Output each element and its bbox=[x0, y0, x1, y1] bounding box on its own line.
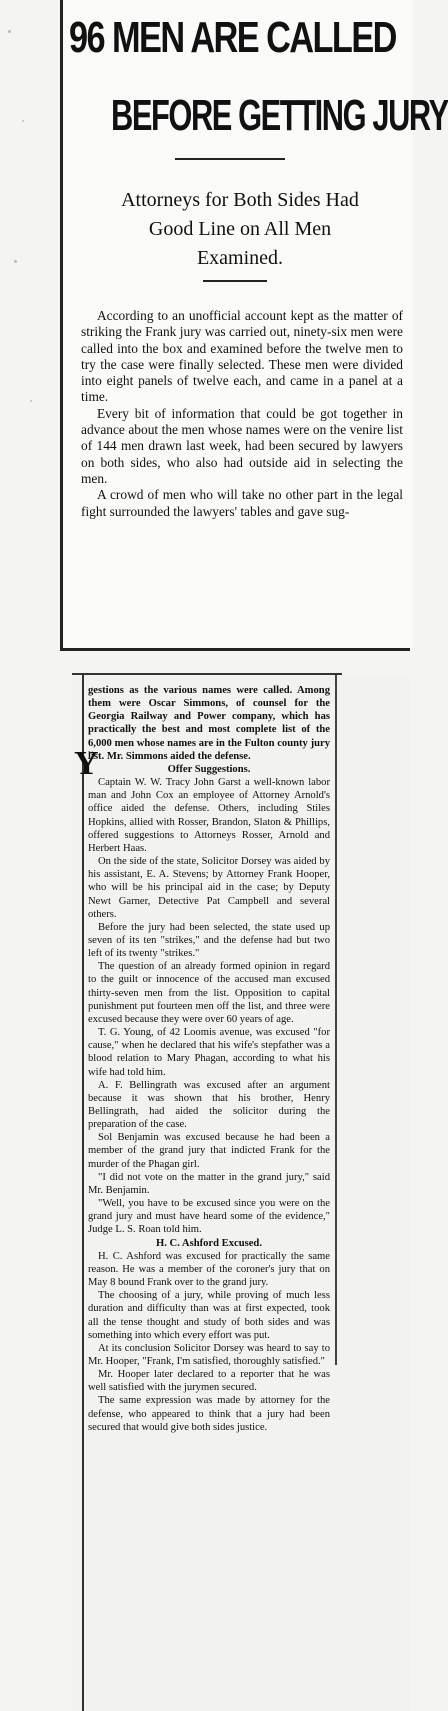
paragraph: H. C. Ashford was excused for practically the same reason. He was a member of the coroner's jury that on May 8 bound Frank over to the grand jury. bbox=[88, 1250, 330, 1289]
deck-line-3: Examined. bbox=[196, 247, 284, 269]
article-body-top bbox=[81, 308, 403, 520]
paragraph: "Well, you have to be excused since you were on the grand jury and must have heard some of the evidence," Judge L. S. Roan told him. bbox=[88, 1198, 330, 1236]
headline-rule bbox=[175, 158, 285, 160]
article-body-continued bbox=[88, 684, 330, 1434]
deck-line-1: Attorneys for Both Sides Had bbox=[121, 189, 359, 211]
paragraph: Before the jury had been selected, the state used up seven of its ten "strikes," and the defense had but two left of its twenty "strikes." bbox=[88, 921, 330, 960]
scan-speck bbox=[8, 30, 11, 33]
paragraph: The choosing of a jury, while proving of much less duration and difficulty than was at first expected, took all the tense thought and study of both sides and was something into which every effort was put. bbox=[88, 1290, 330, 1341]
paragraph: T. G. Young, of 42 Loomis avenue, was excused "for cause," when he declared that his wife's stepfather was a blood relation to Mary Phagan, according to what his wife had told him. bbox=[88, 1027, 330, 1078]
paragraph: Mr. Hooper later declared to a reporter that he was well satisfied with the jurymen secured. bbox=[88, 1369, 330, 1394]
paragraph: The question of an already formed opinion in regard to the guilt or innocence of the accused man excused thirty-seven men from the list. Opposition to capital punishment put fourteen men off the list, and three were excused because they were over 60 years of age. bbox=[88, 961, 330, 1025]
paragraph: The same expression was made by attorney for the defense, who appeared to think that a jury had been secured that would give both sides justice. bbox=[88, 1395, 330, 1433]
clipping-top-border bbox=[60, 648, 410, 651]
paragraph: Captain W. W. Tracy John Garst a well-known labor man and John Cox an employee of Attorney Arnold's office aided the defense. Others, including Stiles Hopkins, allied with Rosser, Brandon, Slaton & Phillips, offered suggestions to Attorneys Rosser, Arnold and Herbert Haas. bbox=[88, 777, 330, 854]
headline-line-2: BEFORE GETTING JURY bbox=[111, 91, 448, 140]
scan-speck bbox=[14, 260, 17, 263]
paragraph: Every bit of information that could be got together in advance about the men whose names were on the venire list of 144 men drawn last week, had been secured by lawyers on both sides, who also had outside aid in selecting the men. bbox=[81, 405, 403, 486]
column-rule-right bbox=[335, 675, 337, 1365]
paragraph: gestions as the various names were called. Among them were Oscar Simmons, of counsel for the Georgia Railway and Power company, which has practically the best and most complete list of the 6,000 men whose names are in the Fulton county jury list. Mr. Simmons aided the defense. bbox=[88, 685, 330, 762]
paragraph: A. F. Bellingrath was excused after an argument because it was shown that his brother, Henry Bellingrath, had aided the solicitor during the preparation of the case. bbox=[88, 1079, 330, 1131]
deck-rule bbox=[203, 280, 267, 282]
paragraph: On the side of the state, Solicitor Dorsey was aided by his assistant, E. A. Stevens; by Attorney Frank Hooper, who will be his principal aid in the case; by Deputy Newt Garner, Detective Pat Campbell and several others. bbox=[88, 856, 330, 920]
deck-line-2: Good Line on All Men bbox=[148, 218, 332, 240]
paragraph: "I did not vote on the matter in the grand jury," said Mr. Benjamin. bbox=[88, 1171, 330, 1196]
paragraph: Sol Benjamin was excused because he had been a member of the grand jury that indicted Frank for the murder of the Phagan girl. bbox=[88, 1132, 330, 1170]
subhead: H. C. Ashford Excused. bbox=[156, 1237, 262, 1249]
column-rule-top bbox=[72, 673, 342, 675]
scan-speck bbox=[30, 400, 32, 402]
adjacent-column-fragment: Y bbox=[74, 745, 99, 782]
deck bbox=[71, 186, 409, 273]
paragraph: According to an unofficial account kept as the matter of striking the Frank jury was carried out, ninety-six men were called into the box and examined before the twelve men to try the case were finally selected. These men were divided into eight panels of twelve each, and came in a panel at a time. bbox=[81, 308, 403, 405]
scan-speck bbox=[22, 120, 24, 122]
paragraph: At its conclusion Solicitor Dorsey was heard to say to Mr. Hooper, "Frank, I'm satisfied, thoroughly satisfied." bbox=[88, 1342, 330, 1367]
headline-line-1: 96 MEN ARE CALLED bbox=[69, 13, 396, 62]
column-rule-left bbox=[82, 675, 84, 1711]
clipping-top bbox=[60, 0, 448, 648]
paragraph: A crowd of men who will take no other part in the legal fight surrounded the lawyers' tables and gave sug- bbox=[81, 487, 403, 519]
subhead: Offer Suggestions. bbox=[167, 763, 251, 775]
